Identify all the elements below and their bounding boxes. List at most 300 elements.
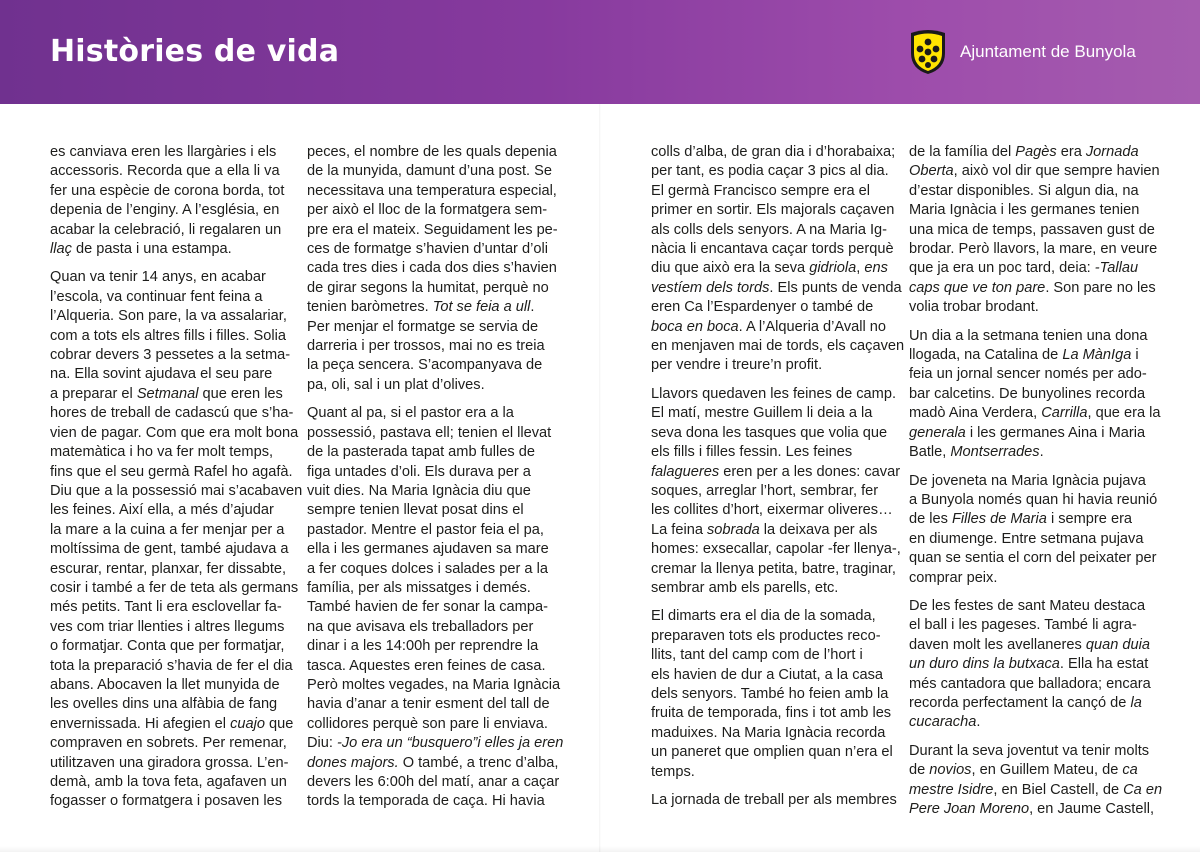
text-line <box>651 501 896 520</box>
text-line <box>50 618 295 637</box>
text-line <box>50 307 295 326</box>
text-line <box>307 201 552 220</box>
text-line <box>50 288 295 307</box>
text-run: Diu: <box>307 735 338 752</box>
text-line <box>651 318 896 337</box>
text-run: en menjaven mai de tords, els caçaven <box>651 338 905 355</box>
text-line <box>651 791 896 810</box>
text-line <box>307 482 552 501</box>
text-line <box>307 337 552 356</box>
italic-text: gidriola <box>809 260 857 277</box>
text-line <box>307 259 557 278</box>
text-run: fer una espècie de corona borda, tot <box>50 182 285 199</box>
text-run: moltíssima de gent, també ajudava a <box>50 541 289 558</box>
text-run: . Els punts de venda <box>769 279 902 296</box>
text-line <box>651 356 896 375</box>
text-column-4 <box>909 143 1163 819</box>
text-line <box>909 491 1158 510</box>
text-line <box>307 598 552 617</box>
text-run: madò Aina Verdera, <box>909 405 1042 422</box>
text-run: més petits. Tant li era esclovellar fa- <box>50 599 282 616</box>
text-run: brodar. Però llavors, la mare, en veure <box>909 241 1158 258</box>
text-line <box>50 365 295 384</box>
text-run: una mica de temps, passaven gust de <box>909 221 1155 238</box>
paragraph <box>909 472 1158 588</box>
paragraph <box>651 607 896 782</box>
text-line <box>307 162 552 181</box>
text-run: als colls dels senyors. A na Maria Ig- <box>651 221 888 238</box>
text-line <box>50 346 295 365</box>
paragraph <box>909 327 1161 463</box>
text-run: que ja era un poc tard, deia: <box>909 260 1095 277</box>
text-run: diu que això era la seva <box>651 260 810 277</box>
text-run: un paneret que omplien quan n’era el <box>651 744 893 761</box>
text-run: acabar la celebració, li regalaren un <box>50 221 282 238</box>
text-line <box>651 182 896 201</box>
text-run: necessitava una temperatura especial, <box>307 182 557 199</box>
bunyola-coat-of-arms-icon <box>906 28 950 76</box>
italic-text: Tot se feia a ull <box>432 299 531 316</box>
italic-text: llaç <box>50 241 72 258</box>
text-run: Per menjar el formatge se servia de <box>307 318 539 335</box>
text-run: colls d’alba, de gran dia i d’horabaixa; <box>651 144 896 160</box>
text-line <box>651 627 896 646</box>
italic-text: Ca en <box>1123 781 1163 798</box>
text-run: la mare a la cuina a fer menjar per a <box>50 521 285 538</box>
text-line <box>651 424 896 443</box>
italic-text: -Jo era un “busquero”i elles ja eren <box>337 735 564 752</box>
text-line <box>909 616 1154 635</box>
italic-text: Jornada <box>1085 144 1139 160</box>
text-run: de la munyida, damunt d’una post. Se <box>307 163 553 180</box>
text-run: de pasta i una estampa. <box>71 241 232 258</box>
text-run: , això vol dir que sempre havien <box>953 163 1160 180</box>
text-run: ella i les germanes ajudaven sa mare <box>307 541 549 558</box>
text-line <box>909 781 1163 800</box>
text-line <box>50 637 295 656</box>
text-run: que <box>265 715 294 732</box>
text-run: l’escola, va continuar fent feina a <box>50 288 263 305</box>
text-run: de girar segons la humitat, perquè no <box>307 279 549 296</box>
paragraph <box>50 143 295 259</box>
text-run: Però moltes vegades, na Maria Ignàcia <box>307 676 561 693</box>
text-run: sembrar amb els parells, etc. <box>651 579 839 596</box>
text-run: Maria Ignàcia i les germanes tenien <box>909 202 1140 219</box>
text-run: De joveneta na Maria Ignàcia pujava <box>909 472 1146 489</box>
text-run: fins que el seu germà Rafel ho agafà. <box>50 463 293 480</box>
text-line <box>909 675 1154 694</box>
text-run: havia d’anar a tenir esment del tall de <box>307 696 550 713</box>
text-line <box>50 463 295 482</box>
paragraph <box>50 268 303 811</box>
text-run: pa, oli, sal i un plat d’olives. <box>307 376 485 393</box>
text-run: figa untades d’oli. Els durava per a <box>307 463 531 480</box>
text-line <box>50 792 295 811</box>
text-run: primer en sortir. Els majorals caçaven <box>651 202 895 219</box>
text-run: més cantadora que balladora; encara <box>909 675 1151 692</box>
italic-text: quan duia <box>1085 636 1150 653</box>
bun-mark <box>919 56 926 63</box>
text-line <box>50 404 295 423</box>
text-run: depenia de l’enginy. A l’església, en <box>50 202 280 219</box>
text-run: demà, amb la tova feta, agafaven un <box>50 774 287 790</box>
text-line <box>909 385 1154 404</box>
text-run: hores de treball de cadascú que s’ha- <box>50 405 294 422</box>
text-line <box>50 201 295 220</box>
text-run: i les germanes Aina i Maria <box>965 424 1146 441</box>
text-line <box>50 482 303 501</box>
page-title: Històries de vida <box>50 34 340 69</box>
text-line <box>909 182 1154 201</box>
text-line <box>651 443 896 462</box>
text-line <box>909 346 1154 365</box>
text-line <box>651 337 905 356</box>
text-column-1 <box>50 143 303 812</box>
text-run: l’Alqueria. Son pare, la va assalariar, <box>50 308 287 325</box>
text-run: per això el lloc de la formatgera sem- <box>307 202 548 219</box>
text-line <box>651 404 896 423</box>
text-run: els havien de dur a Ciutat, a la casa <box>651 666 884 683</box>
municipality-brand <box>906 27 1136 77</box>
text-line <box>307 356 552 375</box>
paragraph <box>307 143 558 395</box>
text-run: llogada, na Catalina de <box>909 347 1063 364</box>
text-line <box>909 800 1154 819</box>
text-run: les ovelles dins una alfàbia de fang <box>50 696 278 713</box>
italic-text: caps que ve ton pare <box>909 279 1046 296</box>
text-line <box>50 598 295 617</box>
text-line <box>307 221 558 240</box>
text-run: fruita de temporada, fins i tot amb les <box>651 705 892 722</box>
text-line <box>651 743 896 762</box>
text-line <box>651 607 896 626</box>
text-line <box>307 318 552 337</box>
text-line <box>307 143 557 162</box>
text-run: . Ella ha estat <box>1059 656 1149 673</box>
paragraph <box>307 404 564 812</box>
text-run: . <box>1039 444 1044 461</box>
text-run: eren per a les dones: cavar <box>719 463 901 480</box>
text-line <box>307 579 552 598</box>
text-run: comprar peix. <box>909 569 998 586</box>
municipality-name: Ajuntament de Bunyola <box>960 42 1136 61</box>
italic-text: la <box>1130 694 1142 711</box>
text-line <box>651 560 896 579</box>
text-run: possessió, pastava ell; tenien el llevat <box>307 424 552 441</box>
text-line <box>651 666 896 685</box>
text-run: homes: exsecallar, capolar -fer llenya-, <box>651 541 901 558</box>
text-line <box>909 530 1154 549</box>
italic-text: Carrilla <box>1041 405 1088 422</box>
text-run: era <box>1056 144 1086 160</box>
text-run: la peça sencera. S’acompanyava de <box>307 357 543 374</box>
text-run: ves com triar llenties i altres llegums <box>50 618 285 635</box>
text-run: per tant, es podia caçar 3 pics al dia. <box>651 163 889 180</box>
text-run: cobrar devers 3 pessetes a la setma- <box>50 347 291 364</box>
page-header <box>0 0 1200 104</box>
text-run: accessoris. Recorda que a ella li va <box>50 163 280 180</box>
text-line <box>909 365 1154 384</box>
text-run: na que avisava els treballadors per <box>307 618 534 635</box>
italic-text: -Tallau <box>1094 260 1139 277</box>
text-line <box>651 763 896 782</box>
text-run: fogasser o formatgera i posaven les <box>50 793 283 810</box>
text-line <box>50 143 295 162</box>
paragraph <box>909 597 1154 733</box>
text-line <box>651 221 896 240</box>
text-line <box>50 182 295 201</box>
italic-text: ca <box>1122 762 1138 779</box>
text-run: na. Ella sovint ajudava el seu pare <box>50 366 273 383</box>
text-run: Durant la seva joventut va tenir molts <box>909 742 1150 759</box>
text-run: matemàtica i ho va fer molt temps, <box>50 444 274 461</box>
bun-mark <box>933 46 940 53</box>
text-run: de la família del <box>909 144 1016 160</box>
text-line <box>651 259 896 278</box>
text-run: de la pasterada tapat amb fulles de <box>307 444 535 461</box>
text-run: , en Guillem Mateu, de <box>971 762 1123 779</box>
text-run: llits, tant del camp com de l’hort i <box>651 647 863 664</box>
text-run: a preparar el <box>50 385 137 402</box>
text-line <box>307 695 552 714</box>
text-run: Llavors quedaven les feines de camp. <box>651 385 897 402</box>
text-line <box>50 443 295 462</box>
text-run: la deixava per als <box>759 521 878 538</box>
text-run: les feines. Així ella, a més d’ajudar <box>50 502 274 519</box>
text-line <box>50 521 295 540</box>
text-run: sempre tenien llevat posat dins el <box>307 502 524 519</box>
text-line <box>651 521 896 540</box>
text-line <box>909 404 1161 423</box>
text-line <box>50 560 295 579</box>
text-line <box>50 754 295 773</box>
text-run: de les <box>909 511 952 528</box>
text-line <box>651 385 896 404</box>
italic-text: dones majors. <box>307 754 399 771</box>
text-line <box>50 540 295 559</box>
text-line <box>50 424 299 443</box>
text-line <box>909 327 1154 346</box>
text-line <box>651 298 896 317</box>
text-line <box>307 501 552 520</box>
bun-mark <box>925 49 932 56</box>
text-run: feia un jornal sencer només per ado- <box>909 366 1147 383</box>
text-line <box>909 761 1154 780</box>
text-run: , <box>856 260 865 277</box>
text-line <box>50 773 295 792</box>
bun-mark <box>931 56 938 63</box>
text-line <box>909 143 1154 162</box>
text-line <box>651 463 901 482</box>
text-run: Quant al pa, si el pastor era a la <box>307 405 514 422</box>
text-line <box>909 162 1160 181</box>
text-line <box>50 715 295 734</box>
text-line <box>307 637 552 656</box>
text-run: Batle, <box>909 444 951 461</box>
text-run: ces de formatge s’havien d’untar d’oli <box>307 241 548 258</box>
text-line <box>651 143 896 162</box>
text-line <box>50 221 295 240</box>
text-line <box>307 463 552 482</box>
text-line <box>50 501 295 520</box>
text-run: tenien baròmetres. <box>307 299 433 316</box>
text-line <box>50 695 295 714</box>
italic-text: La MànIga <box>1062 347 1132 364</box>
italic-text: mestre Isidre <box>909 781 994 798</box>
text-line <box>909 221 1154 240</box>
text-line <box>909 569 1154 588</box>
italic-text: Pagès <box>1015 144 1057 160</box>
text-run: cada tres dies i cada dos dies s’havien <box>307 260 557 277</box>
text-line <box>651 279 902 298</box>
text-line <box>909 424 1154 443</box>
text-line <box>307 279 552 298</box>
text-run: temps. <box>651 763 695 780</box>
text-line <box>307 734 564 753</box>
text-line <box>909 597 1154 616</box>
text-run: d’estar disponibles. Si algun dia, na <box>909 182 1139 199</box>
text-run: envernissada. Hi afegien el <box>50 715 231 732</box>
text-run: Diu que a la possessió mai s’acabaven <box>50 482 303 499</box>
text-line <box>50 579 299 598</box>
text-run: cosir i també a fer de teta als germans <box>50 579 299 596</box>
text-run: El matí, mestre Guillem li deia a la <box>651 405 873 422</box>
paragraph <box>651 143 905 376</box>
paragraph <box>909 143 1160 318</box>
text-line <box>307 560 552 579</box>
text-run: . <box>976 714 981 731</box>
text-run: També havien de fer sonar la campa- <box>307 599 548 616</box>
page-bottom-edge <box>0 846 1200 852</box>
text-line <box>909 472 1154 491</box>
text-run: que eren les <box>198 385 283 402</box>
text-line <box>50 327 295 346</box>
text-run: daven molt les avellaneres <box>909 636 1086 653</box>
text-line <box>50 657 295 676</box>
text-run: compraven en sobrets. Per remenar, <box>50 735 287 752</box>
text-run: en diumenge. Entre setmana pujava <box>909 530 1144 547</box>
text-run: El dimarts era el dia de la somada, <box>651 608 876 625</box>
text-run: eren Ca l’Espardenyer o també de <box>651 299 874 316</box>
text-line <box>909 636 1154 655</box>
text-run: quan se sentia el corn del peixater per <box>909 550 1157 567</box>
text-line <box>307 376 552 395</box>
text-line <box>651 704 896 723</box>
text-run: maduixes. Na Maria Ignàcia recorda <box>651 724 886 741</box>
text-line <box>651 724 896 743</box>
italic-text: sobrada <box>707 521 760 538</box>
italic-text: un duro dins la butxaca <box>909 656 1060 673</box>
text-run: preparaven tots els productes reco- <box>651 627 881 644</box>
text-line <box>909 713 1154 732</box>
italic-text: generala <box>909 424 966 441</box>
text-column-3 <box>651 143 905 810</box>
text-column-2 <box>307 143 564 812</box>
text-run: tota la preparació s’havia de fer el dia <box>50 657 293 674</box>
italic-text: Filles de Maria <box>952 511 1047 528</box>
text-line <box>307 404 552 423</box>
text-line <box>50 268 295 287</box>
text-line <box>307 182 557 201</box>
text-run: i sempre era <box>1046 511 1133 528</box>
text-run: nàcia li encantava caçar tords perquè <box>651 241 894 258</box>
bun-mark <box>917 46 924 53</box>
italic-text: cucaracha <box>909 714 977 731</box>
text-line <box>909 443 1154 462</box>
text-run: recorda perfectament la cançó de <box>909 694 1131 711</box>
text-run: i <box>1131 347 1139 364</box>
italic-text: boca en boca <box>651 318 739 335</box>
text-line <box>307 773 560 792</box>
text-line <box>307 540 552 559</box>
bun-mark <box>925 62 931 68</box>
text-run: els fills i filles fessin. Les feines <box>651 444 853 461</box>
text-line <box>307 424 552 443</box>
text-run: vien de pagar. Com que era molt bona <box>50 424 299 441</box>
italic-text: novios <box>929 762 972 779</box>
text-run: volia trobar brodant. <box>909 299 1039 316</box>
text-line <box>909 694 1154 713</box>
text-line <box>307 792 552 811</box>
italic-text: Setmanal <box>136 385 199 402</box>
text-run: tords la temporada de caça. Hi havia <box>307 793 545 810</box>
text-run: De les festes de sant Mateu destaca <box>909 597 1146 614</box>
text-run: pastador. Mentre el pastor feia el pa, <box>307 521 544 538</box>
text-line <box>50 162 295 181</box>
paragraph <box>651 385 901 598</box>
text-line <box>50 385 295 404</box>
text-run: Quan va tenir 14 anys, en acabar <box>50 269 266 286</box>
text-line <box>651 646 896 665</box>
text-run: de <box>909 762 930 779</box>
text-run: bar calcetins. De bunyolines recorda <box>909 385 1146 402</box>
text-run: escurar, rentar, planxar, fer dissabte, <box>50 560 287 577</box>
text-run: collidores perquè son pare li enviava. <box>307 715 548 732</box>
text-line <box>307 240 552 259</box>
italic-text: falagueres <box>651 463 720 480</box>
text-line <box>651 685 896 704</box>
text-line <box>651 162 896 181</box>
text-run: tasca. Aquestes eren feines de casa. <box>307 657 546 674</box>
text-run: es canviava eren les llargàries i els <box>50 144 277 160</box>
text-run: cremar la llenya petita, batre, traginar, <box>651 560 896 577</box>
text-run: . A l’Alqueria d’Avall no <box>738 318 887 335</box>
text-line <box>909 259 1154 278</box>
text-line <box>50 676 295 695</box>
text-line <box>307 298 552 317</box>
text-run: . Son pare no les <box>1045 279 1156 296</box>
text-line <box>307 443 552 462</box>
text-run: La feina <box>651 521 707 538</box>
text-run: , en Jaume Castell, <box>1029 801 1154 817</box>
text-run: les collites d’hort, eixermar oliveres… <box>651 502 893 519</box>
text-run: dinar i a les 14:00h per reprendre la <box>307 638 539 655</box>
text-line <box>50 734 295 753</box>
text-run: devers les 6:00h del matí, anar a caçar <box>307 774 560 790</box>
text-line <box>307 657 552 676</box>
text-run: La jornada de treball per als membres <box>651 792 897 808</box>
text-line <box>651 240 896 259</box>
text-line <box>307 618 552 637</box>
italic-text: Pere Joan Moreno <box>909 801 1030 817</box>
text-run: abans. Abocaven la llet munyida de <box>50 676 280 693</box>
text-run: Un dia a la setmana tenien una dona <box>909 327 1148 344</box>
italic-text: vestíem dels tords <box>651 279 770 296</box>
text-run: darreria i per trossos, mai no es treia <box>307 338 545 355</box>
text-line <box>651 482 896 501</box>
text-run: , en Biel Castell, de <box>993 781 1124 798</box>
bun-mark <box>925 39 932 46</box>
